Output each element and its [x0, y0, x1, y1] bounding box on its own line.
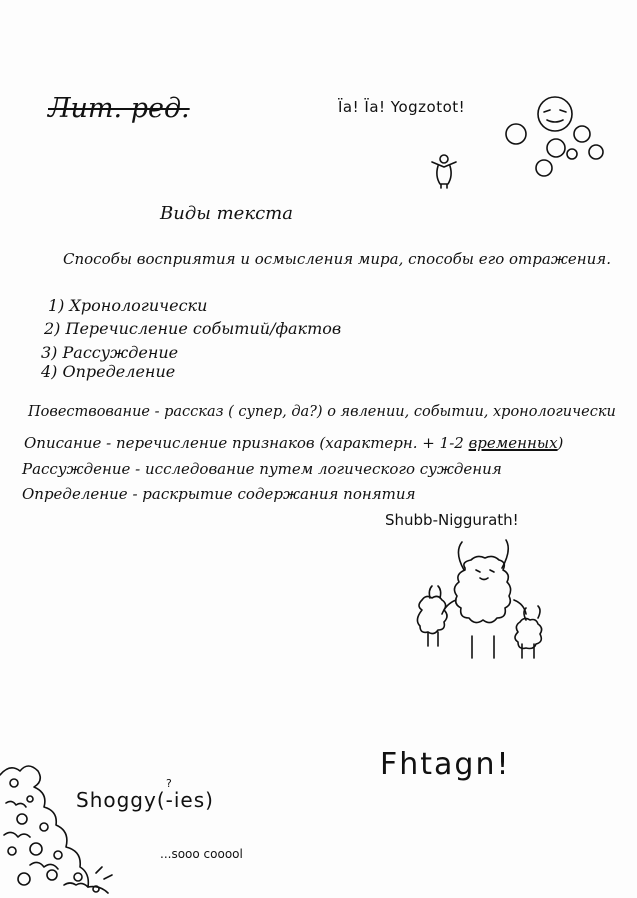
page-title: Виды текста [160, 203, 293, 224]
definition-term: Описание [24, 434, 102, 452]
definition-line [28, 405, 616, 420]
definition-text: - перечисление признаков (характерн. + 1-2 [101, 434, 469, 452]
shoggy-mark: ? [166, 777, 172, 790]
definition-text: - исследование путем логического суждения [130, 460, 502, 478]
fhtagn-text: Fhtagn! [380, 747, 511, 782]
lit-red-heading: Лит. ред. [48, 93, 190, 124]
definition-text: - рассказ ( супер, да?) о явлении, событии, хронологически [150, 404, 616, 420]
goat-creatures-drawing [410, 540, 560, 670]
sooo-cool-text: ...sooo cooool [160, 847, 243, 861]
definition-text: - раскрытие содержания понятия [127, 485, 416, 503]
definition-line [22, 462, 502, 477]
bubbles-drawing [500, 90, 610, 180]
yogzotot-chant: Ïa! Ïa! Yogzotot! [338, 98, 466, 116]
shubb-niggurath-text: Shubb-Niggurath! [385, 511, 519, 529]
page-subtitle: Способы восприятия и осмысления мира, способы его отражения. [63, 250, 611, 268]
list-item: 3) Рассуждение [41, 343, 179, 362]
definition-underlined-word: временных [468, 434, 558, 452]
list-item: 1) Хронологически [48, 296, 208, 315]
definition-term: Определение [22, 485, 128, 503]
small-figure-drawing [424, 150, 464, 190]
definition-term: Повествование [28, 404, 150, 420]
definition-close: ) [557, 434, 564, 452]
shoggoth-drawing [0, 755, 140, 898]
definition-line [24, 436, 563, 451]
list-item: 2) Перечисление событий/фактов [44, 319, 342, 338]
list-item: 4) Определение [41, 362, 176, 381]
definition-line [22, 487, 416, 502]
definition-term: Рассуждение [22, 460, 131, 478]
shoggy-text: Shoggy(-ies) [76, 788, 214, 812]
